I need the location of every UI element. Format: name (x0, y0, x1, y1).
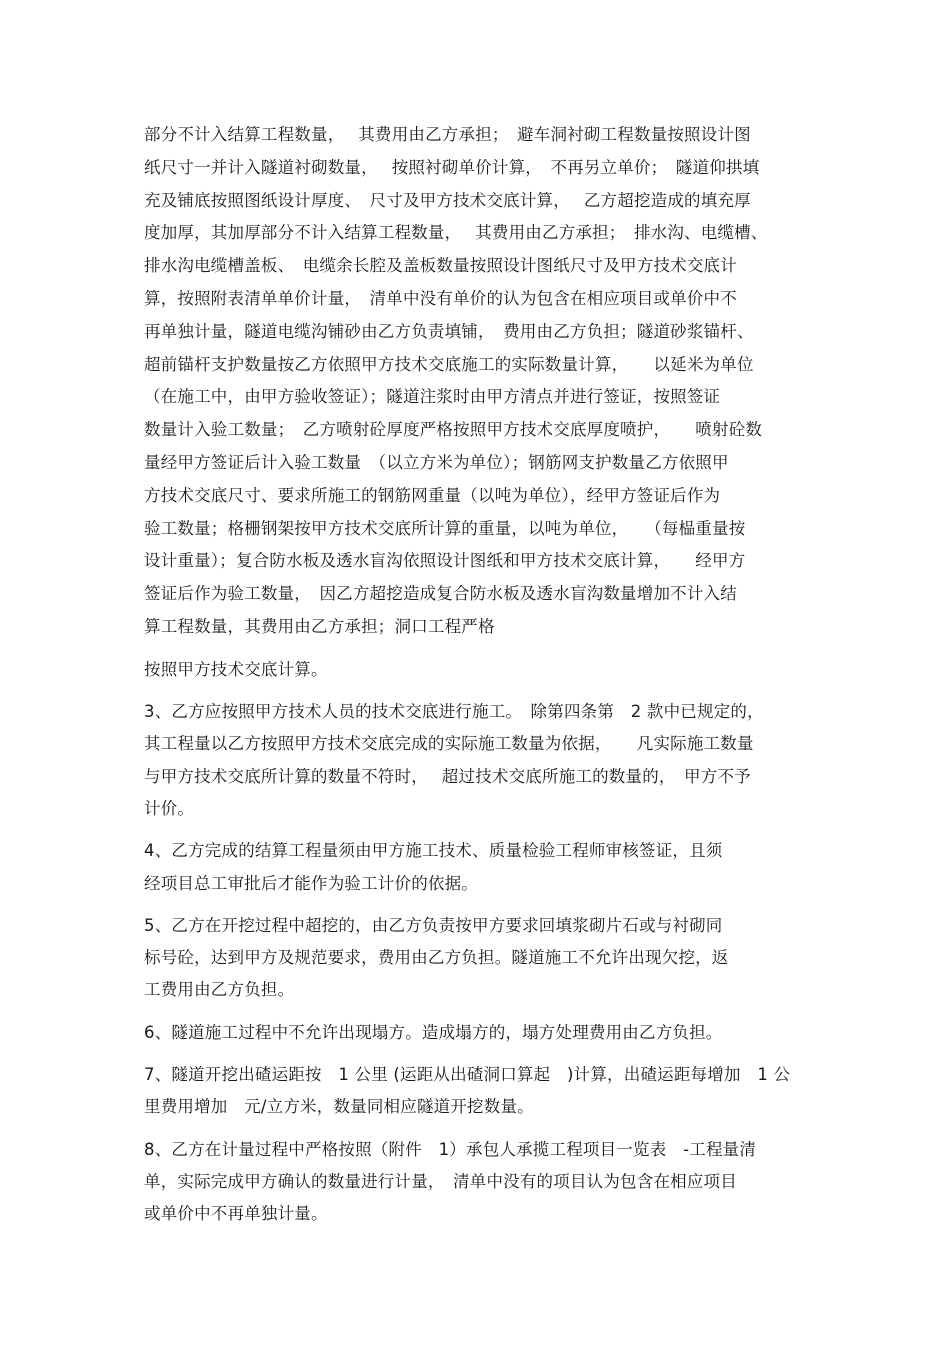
text-line: 再单独计量，隧道电缆沟铺砂由乙方负责填铺， 费用由乙方负担；隧道砂浆锚杆、 (144, 321, 754, 341)
clause-7 (144, 1059, 814, 1124)
clause-8 (144, 1134, 814, 1231)
text-line: 算工程数量，其费用由乙方承担；洞口工程严格 (144, 616, 495, 636)
text-line: 3、乙方应按照甲方技术人员的技术交底进行施工。 除第四条第 2 款中已规定的， (144, 702, 764, 722)
paragraph-measurement-rules (144, 119, 814, 644)
text-line: 8、乙方在计量过程中严格按照（附件 1）承包人承揽工程项目一览表 -工程量清 (144, 1139, 757, 1159)
text-line: 工费用由乙方负担。 (144, 980, 295, 1000)
text-line: 按照甲方技术交底计算。 (144, 659, 328, 679)
clause-5 (144, 910, 814, 1007)
text-line: 或单价中不再单独计量。 (144, 1204, 328, 1224)
text-line: 标号砼，达到甲方及规范要求，费用由乙方负担。隧道施工不允许出现欠挖，返 (144, 948, 729, 968)
text-line: 5、乙方在开挖过程中超挖的，由乙方负责按甲方要求回填浆砌片石或与衬砌同 (144, 915, 723, 935)
text-line: （在施工中，由甲方验收签证）；隧道注浆时由甲方清点并进行签证，按照签证 (144, 387, 721, 407)
text-line: 6、隧道施工过程中不允许出现塌方。造成塌方的，塌方处理费用由乙方负担。 (144, 1022, 723, 1042)
text-line: 方技术交底尺寸、要求所施工的钢筋网重量（以吨为单位），经甲方签证后作为 (144, 485, 721, 505)
clause-4 (144, 835, 814, 900)
paragraph-portal-calculation (144, 654, 814, 686)
text-line: 里费用增加 元/立方米，数量同相应隧道开挖数量。 (144, 1097, 534, 1117)
text-line: 设计重量）；复合防水板及透水盲沟依照设计图纸和甲方技术交底计算， 经甲方 (144, 551, 746, 571)
text-line: 排水沟电缆槽盖板、 电缆余长腔及盖板数量按照设计图纸尺寸及甲方技术交底计 (144, 256, 737, 276)
clause-6 (144, 1017, 814, 1049)
text-line: 计价。 (144, 798, 195, 818)
clause-3 (144, 696, 814, 825)
text-line: 度加厚，其加厚部分不计入结算工程数量， 其费用由乙方承担； 排水沟、电缆槽、 (144, 223, 768, 243)
text-line: 与甲方技术交底所计算的数量不符时， 超过技术交底所施工的数量的， 甲方不予 (144, 766, 751, 786)
text-line: 量经甲方签证后计入验工数量 （以立方米为单位）；钢筋网支护数量乙方依照甲 (144, 452, 729, 472)
text-line: 经项目总工审批后才能作为验工计价的依据。 (144, 873, 478, 893)
text-line: 单，实际完成甲方确认的数量进行计量， 清单中没有的项目认为包含在相应项目 (144, 1171, 737, 1191)
text-line: 超前锚杆支护数量按乙方依照甲方技术交底施工的实际数量计算， 以延米为单位 (144, 354, 754, 374)
text-line: 纸尺寸一并计入隧道衬砌数量， 按照衬砌单价计算， 不再另立单价； 隧道仰拱填 (144, 157, 760, 177)
text-line: 数量计入验工数量； 乙方喷射砼厚度严格按照甲方技术交底厚度喷护， 喷射砼数 (144, 420, 763, 440)
document-body (144, 119, 814, 1231)
text-line: 签证后作为验工数量， 因乙方超挖造成复合防水板及透水盲沟数量增加不计入结 (144, 584, 737, 604)
text-line: 部分不计入结算工程数量， 其费用由乙方承担； 避车洞衬砌工程数量按照设计图 (144, 125, 751, 144)
text-line: 7、隧道开挖出碴运距按 1 公里 (运距从出碴洞口算起 )计算，出碴运距每增加 1 公 (144, 1065, 791, 1085)
text-line: 其工程量以乙方按照甲方技术交底完成的实际施工数量为依据， 凡实际施工数量 (144, 734, 754, 754)
text-line: 验工数量；格栅钢架按甲方技术交底所计算的重量，以吨为单位， （每榀重量按 (144, 518, 746, 538)
text-line: 充及铺底按照图纸设计厚度、 尺寸及甲方技术交底计算， 乙方超挖造成的填充厚 (144, 190, 751, 210)
text-line: 算，按照附表清单单价计量， 清单中没有单价的认为包含在相应项目或单价中不 (144, 288, 737, 308)
text-line: 4、乙方完成的结算工程量须由甲方施工技术、质量检验工程师审核签证，且须 (144, 841, 723, 861)
